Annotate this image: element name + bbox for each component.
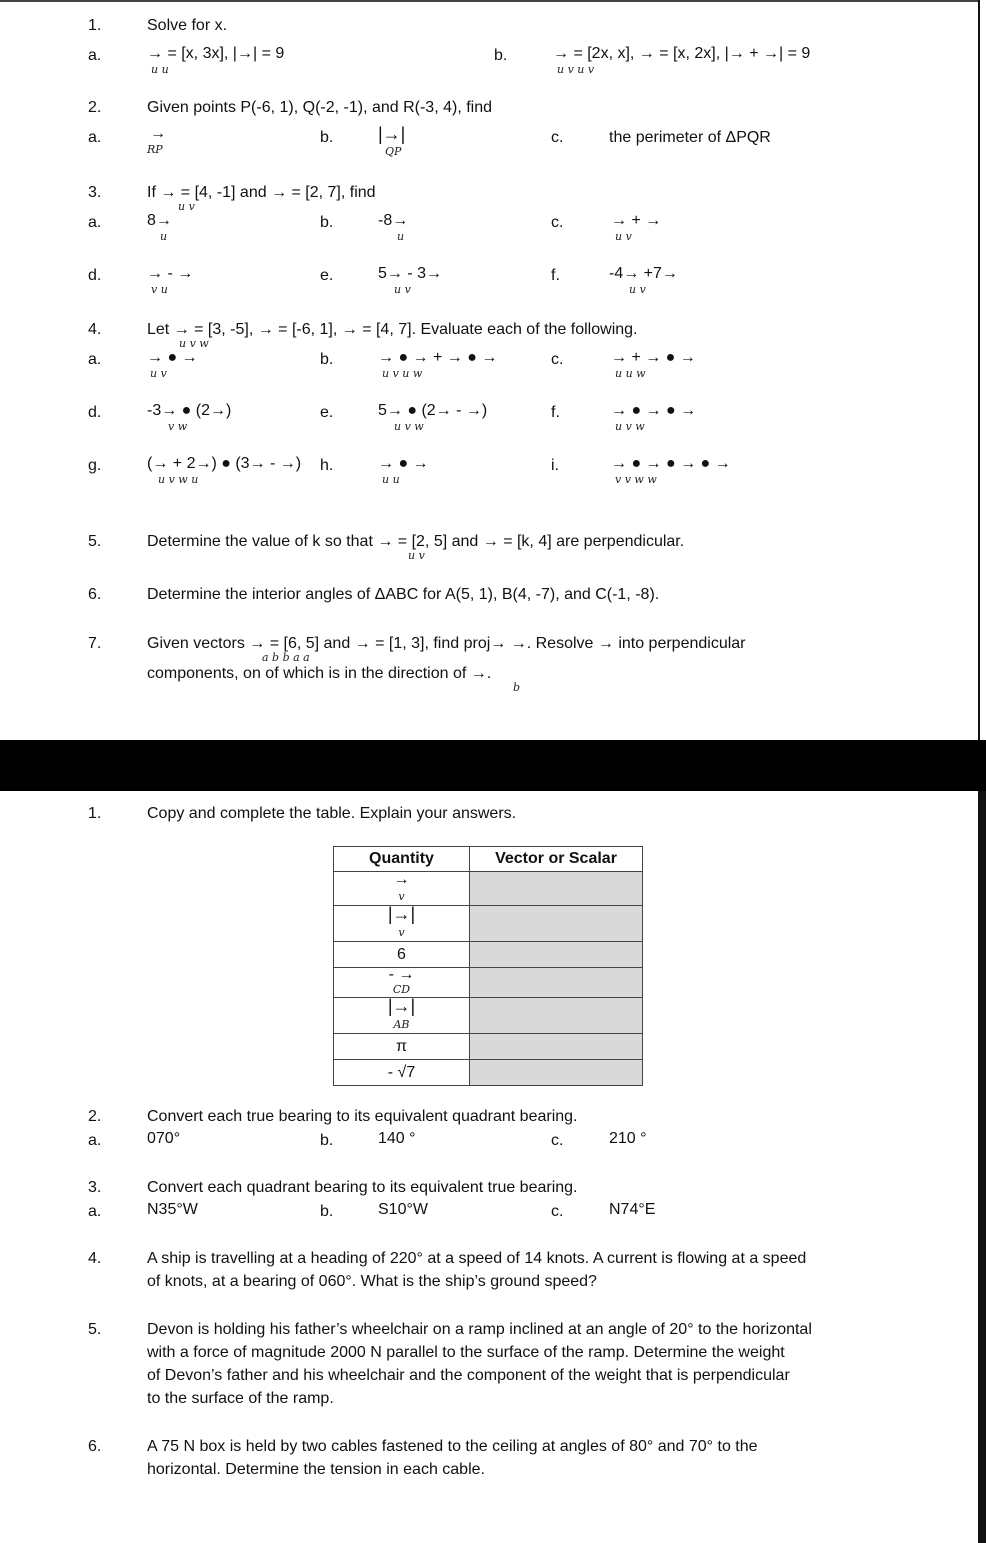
q4h-subscript: u u — [382, 473, 400, 486]
p2-q2-number: 2. — [88, 1108, 102, 1125]
table-cell-answer — [470, 998, 643, 1034]
q4c-subscript: u u w — [615, 367, 646, 380]
p2-q6-line1: A 75 N box is held by two cables fastened to the ceiling at angles of 80° and 70° to the — [147, 1438, 758, 1455]
q5-number: 5. — [88, 533, 102, 550]
q4g-label: g. — [88, 457, 102, 474]
q1a-label: a. — [88, 47, 102, 64]
q3d-expression: → - → — [147, 265, 194, 282]
q4c-expression: → + → ● → — [611, 349, 696, 366]
row7-main: - √7 — [387, 1063, 416, 1081]
q7-line2-subscript: b — [513, 681, 521, 694]
p2-q5-line2: with a force of magnitude 2000 N parallel to the surface of the ramp. Determine the weight — [147, 1344, 785, 1361]
p2-q2b-label: b. — [320, 1132, 334, 1149]
q1b-subscripts: u v u v — [557, 63, 595, 76]
p2-q5-line1: Devon is holding his father’s wheelchair on a ramp inclined at an angle of 20° to the horizontal — [147, 1321, 812, 1338]
q2b-label: b. — [320, 129, 334, 146]
q7-line1-subscripts: a b b a a — [262, 651, 310, 664]
q3b-expression: -8→ — [378, 212, 409, 229]
q4h-label: h. — [320, 457, 334, 474]
q5-text: Determine the value of k so that → = [2, 5] and → = [k, 4] are perpendicular. — [147, 533, 685, 550]
q4a-expression: → ● → — [147, 349, 198, 366]
q4-number: 4. — [88, 321, 102, 338]
quantity-table — [333, 846, 643, 1086]
right-edge-page — [978, 0, 986, 740]
p2-q5-number: 5. — [88, 1321, 102, 1338]
p2-q4-line2: of knots, at a bearing of 060°. What is the ship’s ground speed? — [147, 1273, 597, 1290]
table-cell-quantity — [334, 872, 470, 906]
q3-title: If → = [4, -1] and → = [2, 7], find — [147, 184, 376, 201]
q4d-label: d. — [88, 404, 102, 421]
q7-line2: components, on of which is in the direction of →. — [147, 665, 492, 682]
q2a-label: a. — [88, 129, 102, 146]
table-header-quantity: Quantity — [334, 847, 470, 872]
table-cell-quantity — [334, 998, 470, 1034]
q3e-expression: 5→ - 3→ — [378, 265, 443, 282]
row4-sub: CD — [392, 983, 411, 996]
p2-q3-number: 3. — [88, 1179, 102, 1196]
table-cell-answer — [470, 942, 643, 968]
row6-main: π — [395, 1037, 408, 1055]
q1a-subscripts: u u — [151, 63, 169, 76]
table-cell-quantity — [334, 1060, 470, 1086]
table-cell-answer — [470, 1034, 643, 1060]
page-separator-band — [0, 740, 986, 791]
top-border — [0, 0, 980, 2]
table-cell-quantity — [334, 942, 470, 968]
q2a-subscript: RP — [147, 143, 163, 156]
row5-sub: AB — [393, 1018, 410, 1031]
q3f-expression: -4→ +7→ — [609, 265, 678, 282]
row2-sub: v — [398, 926, 405, 939]
row3-main: 6 — [397, 945, 406, 963]
q3f-label: f. — [551, 267, 560, 284]
p2-q3a-value: N35°W — [147, 1201, 198, 1218]
q3e-subscript: u v — [394, 283, 411, 296]
table-cell-answer — [470, 968, 643, 998]
q4b-label: b. — [320, 351, 334, 368]
q4e-label: e. — [320, 404, 334, 421]
row1-sub: v — [398, 890, 405, 903]
p2-q2a-label: a. — [88, 1132, 102, 1149]
row5-main: |→| — [387, 996, 416, 1016]
q3b-label: b. — [320, 214, 334, 231]
p2-q3a-label: a. — [88, 1203, 102, 1220]
q3-title-subscripts: u v — [178, 200, 195, 213]
p2-q2c-label: c. — [551, 1132, 564, 1149]
p2-q5-line4: to the surface of the ramp. — [147, 1390, 334, 1407]
q1b-expression: → = [2x, x], → = [x, 2x], |→ + →| = 9 — [553, 45, 811, 62]
row1-main: → — [393, 871, 410, 888]
p2-q5-line3: of Devon’s father and his wheelchair and the component of the weight that is perpendicular — [147, 1367, 790, 1384]
q2c-text: the perimeter of ΔPQR — [609, 129, 771, 146]
p2-q2b-value: 140 ° — [378, 1130, 416, 1147]
q3c-subscript: u v — [615, 230, 632, 243]
table-header-type: Vector or Scalar — [470, 847, 643, 872]
q7-number: 7. — [88, 635, 102, 652]
p2-q1-text: Copy and complete the table. Explain your answers. — [147, 805, 517, 822]
q2a-expression: → — [150, 125, 166, 142]
p2-q2a-value: 070° — [147, 1130, 181, 1147]
q7-line1: Given vectors → = [6, 5] and → = [1, 3], find proj→ →. Resolve → into perpendicular — [147, 635, 746, 652]
q4d-subscript: v w — [168, 420, 188, 433]
q4g-expression: (→ + 2→) ● (3→ - →) — [147, 455, 302, 472]
q6-number: 6. — [88, 586, 102, 603]
q1-title: Solve for x. — [147, 17, 228, 34]
q4i-label: i. — [551, 457, 559, 474]
q4g-subscript: u v w u — [158, 473, 199, 486]
q3e-label: e. — [320, 267, 334, 284]
q4a-subscript: u v — [150, 367, 167, 380]
q3c-expression: → + → — [611, 212, 662, 229]
q4b-subscript: u v u w — [382, 367, 423, 380]
row2-main: |→| — [387, 904, 416, 924]
q3d-subscript: v u — [151, 283, 168, 296]
p2-q3-title: Convert each quadrant bearing to its equivalent true bearing. — [147, 1179, 578, 1196]
table-cell-quantity — [334, 1034, 470, 1060]
q4f-expression: → ● → ● → — [611, 402, 697, 419]
q3d-label: d. — [88, 267, 102, 284]
q4e-expression: 5→ ● (2→ - →) — [378, 402, 488, 419]
q4e-subscript: u v w — [394, 420, 424, 433]
q3c-label: c. — [551, 214, 564, 231]
q4a-label: a. — [88, 351, 102, 368]
q3-number: 3. — [88, 184, 102, 201]
q4f-label: f. — [551, 404, 560, 421]
q1-number: 1. — [88, 17, 102, 34]
p2-q3b-value: S10°W — [378, 1201, 428, 1218]
q4f-subscript: u v w — [615, 420, 645, 433]
table-cell-answer — [470, 906, 643, 942]
q2b-subscript: QP — [385, 145, 402, 158]
table-cell-answer — [470, 1060, 643, 1086]
q4d-expression: -3→ ● (2→) — [147, 402, 232, 419]
table-cell-quantity — [334, 906, 470, 942]
q2-title: Given points P(-6, 1), Q(-2, -1), and R(-3, 4), find — [147, 99, 493, 116]
q4i-subscript: v v w w — [615, 473, 657, 486]
q4-title-subscripts: u v w — [179, 337, 209, 350]
q5-subscripts: u v — [408, 549, 425, 562]
p2-q3c-value: N74°E — [609, 1201, 656, 1218]
p2-q4-number: 4. — [88, 1250, 102, 1267]
q1a-expression: → = [x, 3x], |→| = 9 — [147, 45, 285, 62]
q4b-expression: → ● → + → ● → — [378, 349, 498, 366]
row4-main: - → — [388, 966, 415, 983]
q4c-label: c. — [551, 351, 564, 368]
q1b-label: b. — [494, 47, 508, 64]
table-cell-answer — [470, 872, 643, 906]
p2-q3c-label: c. — [551, 1203, 564, 1220]
q6-text: Determine the interior angles of ΔABC for A(5, 1), B(4, -7), and C(-1, -8). — [147, 586, 660, 603]
p2-q3b-label: b. — [320, 1203, 334, 1220]
q4i-expression: → ● → ● → ● → — [611, 455, 731, 472]
q3a-subscript: u — [160, 230, 168, 243]
p2-q1-number: 1. — [88, 805, 102, 822]
q2c-label: c. — [551, 129, 564, 146]
p2-q2-title: Convert each true bearing to its equivalent quadrant bearing. — [147, 1108, 578, 1125]
q3a-expression: 8→ — [147, 212, 172, 229]
q4-title: Let → = [3, -5], → = [-6, 1], → = [4, 7]. Evaluate each of the following. — [147, 321, 638, 338]
q3f-subscript: u v — [629, 283, 646, 296]
p2-q2c-value: 210 ° — [609, 1130, 647, 1147]
q2b-expression: |→| — [378, 124, 406, 144]
q3a-label: a. — [88, 214, 102, 231]
p2-q6-line2: horizontal. Determine the tension in each cable. — [147, 1461, 485, 1478]
q3b-subscript: u — [397, 230, 405, 243]
p2-q6-number: 6. — [88, 1438, 102, 1455]
q4h-expression: → ● → — [378, 455, 429, 472]
table-cell-quantity — [334, 968, 470, 998]
q2-number: 2. — [88, 99, 102, 116]
p2-q4-line1: A ship is travelling at a heading of 220° at a speed of 14 knots. A current is flowing at a speed — [147, 1250, 807, 1267]
